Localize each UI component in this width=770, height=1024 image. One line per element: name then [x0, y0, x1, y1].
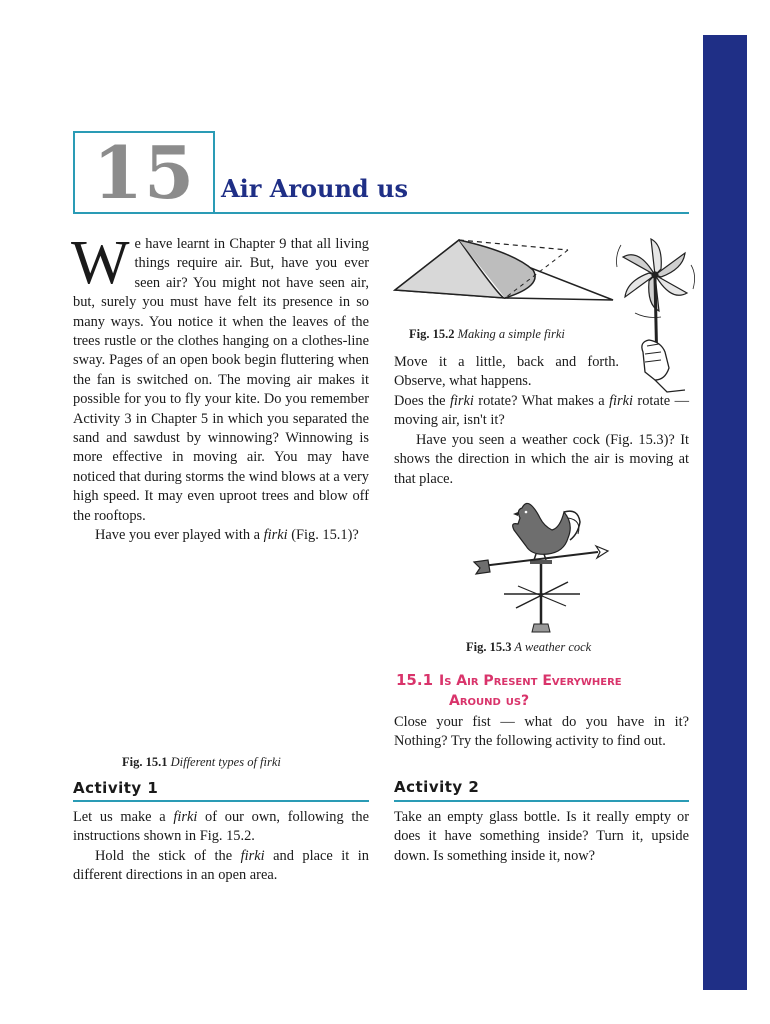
activity-2-heading: Activity 2: [394, 778, 480, 796]
close-fist-text: Close your fist — what do you have in it? Nothing? Try the following activity to find out.: [394, 714, 689, 750]
fig-15-3-caption: Fig. 15.3 A weather cock: [466, 640, 592, 654]
chapter-number-box: [73, 131, 215, 214]
chapter-title: Air Around us: [221, 174, 409, 203]
firki-question: Have you ever played with a firki (Fig. 15.1)?: [95, 527, 359, 544]
firki-move-text: Move it a little, back and forth. Observe, what happens.: [394, 354, 619, 390]
activity-2-rule: [394, 800, 689, 802]
title-underline: [215, 212, 689, 214]
section-15-1-heading: 15.1 Is Air Present Everywhere Around us?: [396, 671, 622, 709]
pinwheel-icon: [615, 230, 693, 395]
fig-15-1-caption: Fig. 15.1 Different types of firki: [122, 755, 281, 769]
intro-text: e have learnt in Chapter 9 that all living things require air. But, have you ever seen air? You might not have seen air, but, surely you must have felt its presence in so many ways. You notice it when the leaves of the trees rustle or the clothes hanging on a clothes-line sway. Pages of an open book begin fluttering when the fan is switched on. The moving air makes it possible for you to fly your kite. Do you remember Activity 3 in Chapter 5 in which you separated the sand and sawdust by winnowing? Winnowing is more effective in moving air. You may have noticed that during storms the wind blows at a very high speed. It may even uproot trees and blow off the rooftops.: [73, 236, 369, 524]
weather-cock-icon: [470, 498, 610, 638]
activity-1-text: Let us make a firki of our own, following the instructions shown in Fig. 15.2. Hold the stick of the firki and place it in different directions in an open area.: [73, 809, 369, 884]
intro-paragraph: [71, 229, 369, 546]
activity-2-text: Take an empty glass bottle. Is it really empty or does it have something inside? Turn it, upside down. Is something inside it, now?: [394, 809, 689, 864]
chapter-number: 15: [92, 129, 196, 215]
page-side-band: [703, 35, 747, 990]
fig-15-2-caption: Fig. 15.2 Making a simple firki: [409, 327, 565, 341]
weather-cock-text: Have you seen a weather cock (Fig. 15.3)? It shows the direction in which the air is moving at that place.: [394, 431, 689, 487]
activity-1-heading: Activity 1: [73, 779, 159, 797]
activity-1-rule: [73, 800, 369, 802]
drop-cap: W: [71, 229, 130, 297]
firki-rotate-text: Does the firki rotate? What makes a firki rotate — moving air, isn't it? Have you seen a weather cock (Fig. 15.3)? It shows the direction in which the air is moving at that place.: [394, 392, 689, 489]
folded-paper-icon: [393, 232, 618, 312]
